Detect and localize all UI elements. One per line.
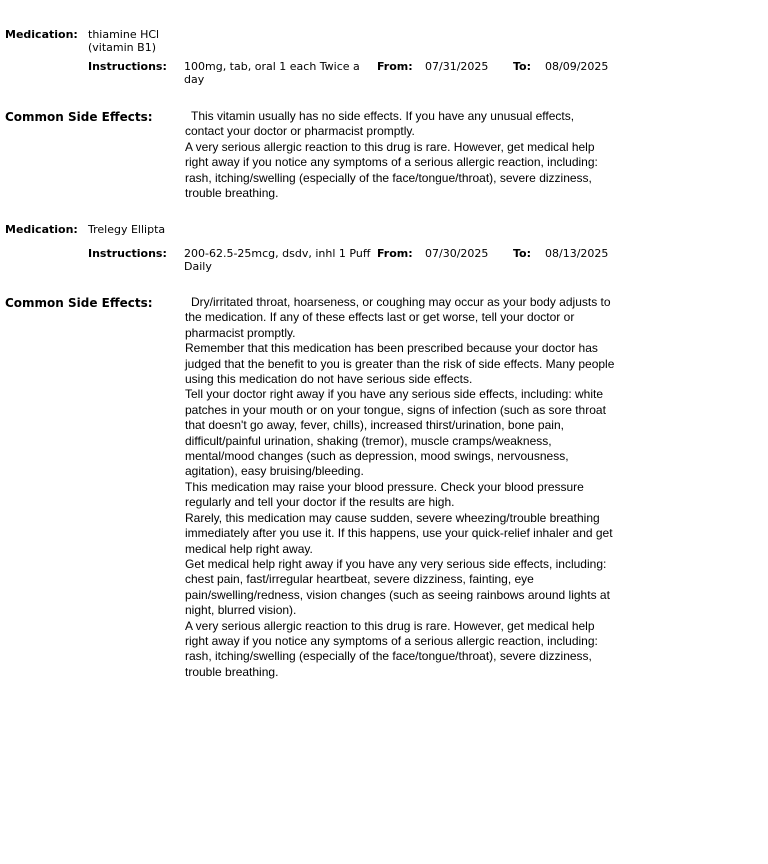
to-label: To: <box>513 247 531 260</box>
side-effects-paragraph: This vitamin usually has no side effects. If you have any unusual effects, contact your doctor or pharmacist promptly. <box>185 109 575 139</box>
from-label: From: <box>377 60 413 73</box>
medication-name: Trelegy Ellipta <box>88 223 166 236</box>
side-effects-paragraph: Get medical help right away if you have any very serious side effects, including: chest pain, fast/irregular heartbeat, severe dizziness, fainting, eye pain/swelling/redness, vision changes (such as seeing rainbows around lights at night, blurred vision). <box>185 556 610 618</box>
to-date: 08/13/2025 <box>545 247 609 260</box>
from-date: 07/31/2025 <box>425 60 489 73</box>
medication-label: Medication: <box>5 28 78 41</box>
side-effects-paragraph: Remember that this medication has been prescribed because your doctor has judged that the benefit to you is greater than the risk of side effects. Many people using this medication do not have serious side effects. <box>185 341 615 387</box>
side-effects-paragraph: This medication may raise your blood pressure. Check your blood pressure regularly and tell your doctor if the results are high. <box>185 479 584 510</box>
side-effects-text <box>185 109 615 201</box>
to-date: 08/09/2025 <box>545 60 609 73</box>
medication-name: thiamine HCl (vitamin B1) <box>88 28 160 54</box>
medication-label: Medication: <box>5 223 78 236</box>
from-label: From: <box>377 247 413 260</box>
instructions-label: Instructions: <box>88 60 167 73</box>
side-effects-paragraph: Rarely, this medication may cause sudden, severe wheezing/trouble breathing immediately after you use it. If this happens, use your quick-relief inhaler and get medical help right away. <box>185 510 613 556</box>
side-effects-label: Common Side Effects: <box>5 110 153 124</box>
side-effects-text <box>185 295 615 680</box>
side-effects-paragraph: Tell your doctor right away if you have any serious side effects, including: white patches in your mouth or on your tongue, signs of infection (such as sore throat that doesn't go away, fever, chills), increased thirst/urination, bone pain, difficult/painful urination, shaking (tremor), muscle cramps/weakness, mental/mood changes (such as depression, mood swings, nervousness, agitation), easy bruising/bleeding. <box>185 387 606 479</box>
to-label: To: <box>513 60 531 73</box>
side-effects-paragraph: A very serious allergic reaction to this drug is rare. However, get medical help right away if you notice any symptoms of a serious allergic reaction, including: rash, itching/swelling (especially of the face/tongue/throat), severe dizziness, trouble breathing. <box>185 618 598 679</box>
instructions-label: Instructions: <box>88 247 167 260</box>
from-date: 07/30/2025 <box>425 247 489 260</box>
side-effects-paragraph: A very serious allergic reaction to this drug is rare. However, get medical help right away if you notice any symptoms of a serious allergic reaction, including: rash, itching/swelling (especially of the face/tongue/throat), severe dizziness, trouble breathing. <box>185 139 598 201</box>
instructions-value: 100mg, tab, oral 1 each Twice a day <box>184 60 360 86</box>
instructions-value: 200-62.5-25mcg, dsdv, inhl 1 Puff Daily <box>184 247 371 273</box>
side-effects-label: Common Side Effects: <box>5 296 153 310</box>
side-effects-paragraph: Dry/irritated throat, hoarseness, or coughing may occur as your body adjusts to the medication. If any of these effects last or get worse, tell your doctor or pharmacist promptly. <box>185 295 611 340</box>
